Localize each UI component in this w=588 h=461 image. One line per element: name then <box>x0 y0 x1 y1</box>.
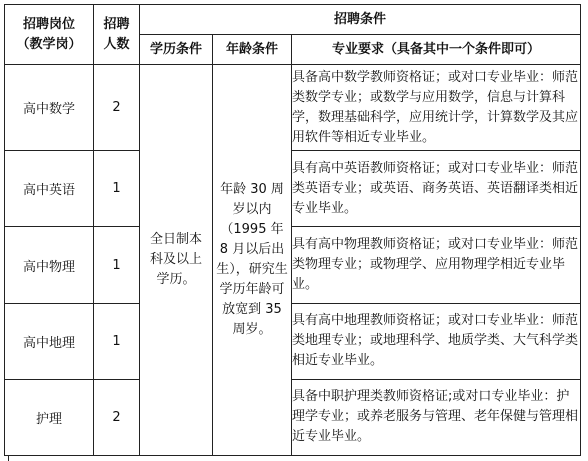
count-text: 2 <box>112 100 121 116</box>
major-text: 具备高中数学教师资格证；或对口专业毕业：师范类数学专业；或数学与应用数学，信息与计算科学，数理基础科学，应用统计学，计算数学及其应用软件等相近专业毕业。 <box>292 69 579 145</box>
major-text: 具有高中地理教师资格证；或对口专业毕业：师范类地理专业；或地理科学、地质学类、大气科学类相近专业毕业。 <box>292 313 579 369</box>
header-age <box>213 35 292 65</box>
position-text: 高中物理 <box>22 259 75 275</box>
count-text: 1 <box>112 257 121 273</box>
count-cell <box>94 65 140 151</box>
position-cell <box>5 151 94 227</box>
header-count <box>94 5 140 65</box>
major-cell <box>292 151 581 227</box>
table-row <box>5 65 581 151</box>
table-row <box>5 227 581 303</box>
table-row <box>5 379 581 455</box>
major-cell <box>292 65 581 151</box>
position-text: 高中数学 <box>22 102 75 118</box>
count-text: 1 <box>112 333 121 349</box>
recruitment-table <box>4 4 581 456</box>
header-major <box>292 35 581 65</box>
header-education-text: 学历条件 <box>149 41 202 57</box>
header-major-text: 专业要求（具备其中一个条件即可） <box>331 41 540 57</box>
education-cell <box>140 65 213 456</box>
major-text: 具有高中物理教师资格证；或对口专业毕业：师范类物理专业；或物理学、应用物理学相近专业毕业。 <box>292 237 579 293</box>
count-cell <box>94 227 140 303</box>
count-cell <box>94 303 140 379</box>
table-row <box>5 303 581 379</box>
major-text: 具有高中英语教师资格证；或对口专业毕业：师范类英语专业；或英语、商务英语、英语翻译类相近专业毕业。 <box>292 160 579 216</box>
major-cell <box>292 379 581 455</box>
position-text: 护理 <box>35 411 62 427</box>
count-text: 2 <box>112 409 121 425</box>
major-cell <box>292 227 581 303</box>
header-education <box>140 35 213 65</box>
header-age-text: 年龄条件 <box>225 41 278 57</box>
position-cell <box>5 379 94 455</box>
major-cell <box>292 303 581 379</box>
position-text: 高中英语 <box>22 183 75 199</box>
age-text: 年龄 30 周岁以内（1995 年 8 月以后出生），研究生学历年龄可放宽到 35 周岁。 <box>216 182 288 338</box>
count-cell <box>94 151 140 227</box>
position-cell <box>5 65 94 151</box>
major-text: 具备中职护理类教师资格证;或对口专业毕业：护理学专业；或养老服务与管理、老年保健与管理相近专业毕业。 <box>292 389 579 445</box>
text-cursor-mark <box>8 455 9 461</box>
table-row <box>5 151 581 227</box>
position-cell <box>5 303 94 379</box>
header-position <box>5 5 94 65</box>
header-position-text: 招聘岗位（教学岗） <box>16 16 82 52</box>
header-conditions-text: 招聘条件 <box>333 11 386 27</box>
count-cell <box>94 379 140 455</box>
position-cell <box>5 227 94 303</box>
age-cell <box>213 65 292 456</box>
header-conditions <box>140 5 581 35</box>
education-text: 全日制本科及以上学历。 <box>149 232 202 288</box>
header-count-text: 招聘人数 <box>103 16 130 52</box>
count-text: 1 <box>112 181 121 197</box>
position-text: 高中地理 <box>22 335 75 351</box>
